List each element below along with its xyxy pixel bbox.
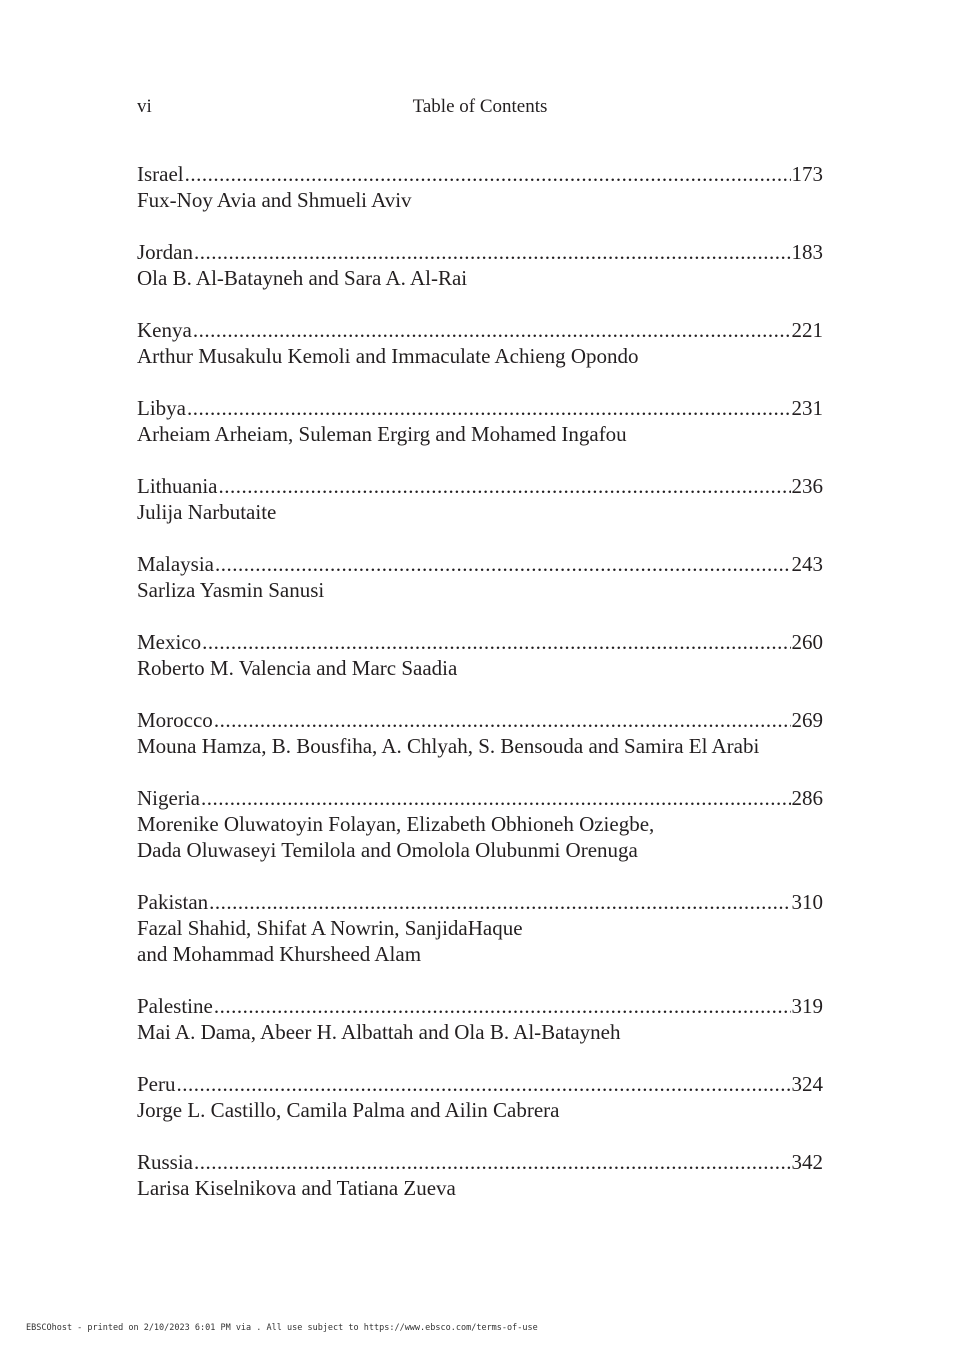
toc-entry — [137, 551, 823, 603]
dot-leader — [215, 551, 791, 577]
toc-entry — [137, 473, 823, 525]
toc-entry-title: Jordan — [137, 240, 193, 264]
toc-entry-page-number: 231 — [791, 396, 823, 420]
toc-entry-title: Malaysia — [137, 552, 214, 576]
footer-note: EBSCOhost - printed on 2/10/2023 6:01 PM via . All use subject to https://www.ebsco.com/terms-of-use — [26, 1323, 538, 1333]
toc-entry-line — [137, 889, 823, 915]
toc-entry — [137, 993, 823, 1045]
toc-entry-line — [137, 785, 823, 811]
toc-entry-page-number: 183 — [791, 240, 823, 264]
toc-entry-line — [137, 395, 823, 421]
toc-entry-authors: Fazal Shahid, Shifat A Nowrin, SanjidaHaque — [137, 916, 523, 940]
toc-entry — [137, 785, 823, 863]
dot-leader — [214, 707, 791, 733]
toc-entry — [137, 889, 823, 967]
toc-entry-authors: Dada Oluwaseyi Temilola and Omolola Olubunmi Orenuga — [137, 838, 638, 862]
toc-entry-authors: Larisa Kiselnikova and Tatiana Zueva — [137, 1176, 456, 1200]
running-title: Table of Contents — [412, 96, 548, 117]
dot-leader — [209, 889, 790, 915]
dot-leader — [194, 239, 791, 265]
toc-entry-title: Peru — [137, 1072, 176, 1096]
toc-entry-authors: Mouna Hamza, B. Bousfiha, A. Chlyah, S. Bensouda and Samira El Arabi — [137, 734, 760, 758]
toc-entry-line — [137, 551, 823, 577]
toc-entry-authors: Morenike Oluwatoyin Folayan, Elizabeth Obhioneh Oziegbe, — [137, 812, 655, 836]
toc-entry-authors: and Mohammad Khursheed Alam — [137, 942, 422, 966]
toc-entry — [137, 629, 823, 681]
toc-entry-page-number: 236 — [791, 474, 823, 498]
toc-entry-title: Mexico — [137, 630, 202, 654]
toc-entry-title: Israel — [137, 162, 184, 186]
toc-entry-page-number: 324 — [791, 1072, 823, 1096]
page-number: vi — [137, 96, 152, 117]
toc-entry-page-number: 342 — [791, 1150, 823, 1174]
toc-entry-authors: Fux-Noy Avia and Shmueli Aviv — [137, 188, 412, 212]
dot-leader — [187, 395, 791, 421]
toc-entry-line — [137, 629, 823, 655]
toc-entry-line — [137, 317, 823, 343]
page-header — [137, 96, 823, 122]
dot-leader — [177, 1071, 791, 1097]
toc-entry-page-number: 173 — [791, 162, 823, 186]
dot-leader — [193, 317, 791, 343]
toc-entry-authors: Julija Narbutaite — [137, 500, 277, 524]
toc-entry-title: Morocco — [137, 708, 213, 732]
toc-entry-title: Nigeria — [137, 786, 200, 810]
toc-entry — [137, 707, 823, 759]
toc-entry-line — [137, 239, 823, 265]
toc-entry-title: Russia — [137, 1150, 194, 1174]
toc-entry-authors: Arthur Musakulu Kemoli and Immaculate Achieng Opondo — [137, 344, 639, 368]
toc-entry-line — [137, 161, 823, 187]
toc-entry-authors: Arheiam Arheiam, Suleman Ergirg and Mohamed Ingafou — [137, 422, 627, 446]
dot-leader — [185, 161, 791, 187]
toc-entry — [137, 317, 823, 369]
toc-entry-page-number: 269 — [791, 708, 823, 732]
toc-entry — [137, 1149, 823, 1201]
toc-entry-line — [137, 1149, 823, 1175]
toc-entry-line — [137, 993, 823, 1019]
toc-entry-page-number: 243 — [791, 552, 823, 576]
toc-entry-line — [137, 707, 823, 733]
toc-entry-authors: Jorge L. Castillo, Camila Palma and Ailin Cabrera — [137, 1098, 560, 1122]
dot-leader — [194, 1149, 790, 1175]
toc-entry-title: Kenya — [137, 318, 192, 342]
toc-entry-title: Lithuania — [137, 474, 218, 498]
toc-entry-page-number: 319 — [791, 994, 823, 1018]
toc-entry-page-number: 260 — [791, 630, 823, 654]
toc-entry-title: Pakistan — [137, 890, 209, 914]
table-of-contents — [137, 161, 823, 1227]
toc-entry — [137, 239, 823, 291]
toc-entry-authors: Sarliza Yasmin Sanusi — [137, 578, 325, 602]
toc-entry-line — [137, 473, 823, 499]
toc-entry — [137, 395, 823, 447]
toc-entry-page-number: 221 — [791, 318, 823, 342]
dot-leader — [201, 785, 791, 811]
toc-entry-authors: Roberto M. Valencia and Marc Saadia — [137, 656, 458, 680]
toc-entry — [137, 1071, 823, 1123]
toc-entry-authors: Ola B. Al-Batayneh and Sara A. Al-Rai — [137, 266, 468, 290]
toc-entry-title: Palestine — [137, 994, 213, 1018]
toc-entry-page-number: 286 — [791, 786, 823, 810]
toc-entry — [137, 161, 823, 213]
dot-leader — [218, 473, 790, 499]
toc-entry-page-number: 310 — [791, 890, 823, 914]
dot-leader — [202, 629, 790, 655]
toc-entry-title: Libya — [137, 396, 186, 420]
toc-entry-authors: Mai A. Dama, Abeer H. Albattah and Ola B. Al-Batayneh — [137, 1020, 621, 1044]
toc-entry-line — [137, 1071, 823, 1097]
dot-leader — [214, 993, 791, 1019]
